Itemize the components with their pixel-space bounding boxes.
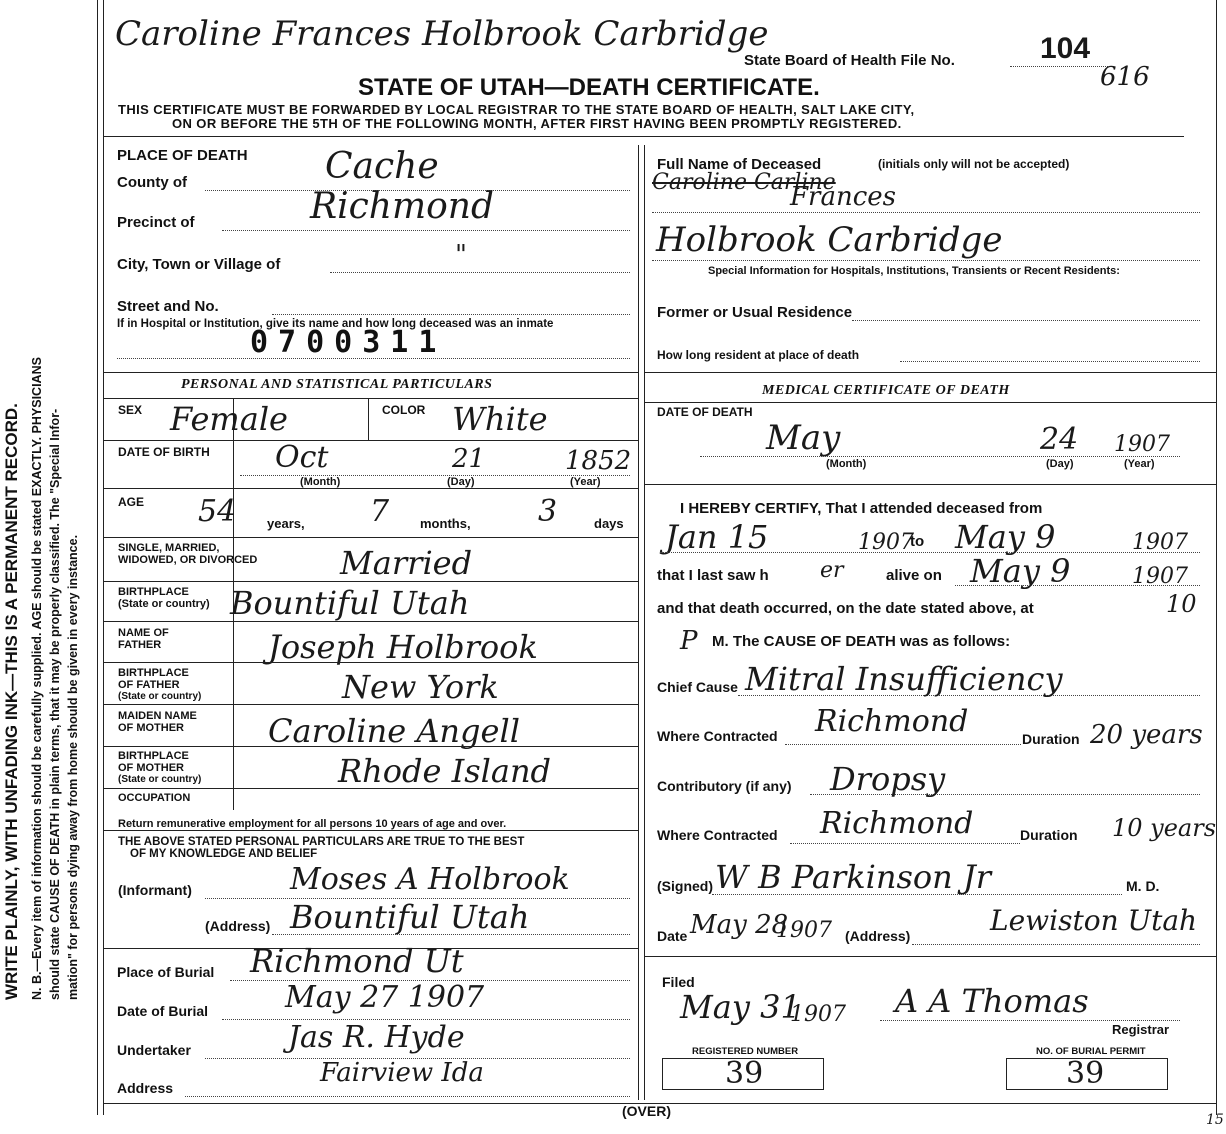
mother-birthplace-label-3: (State or country): [118, 774, 202, 785]
occupation-row-rule: [104, 830, 638, 831]
burial-permit-label: NO. OF BURIAL PERMIT: [1036, 1046, 1146, 1057]
street-label: Street and No.: [117, 298, 219, 315]
mother-row-rule: [104, 746, 638, 747]
precinct-label: Precinct of: [117, 214, 195, 231]
name-line-2: Holbrook Carbridge: [656, 220, 1003, 260]
residence-label: Former or Usual Residence: [657, 304, 853, 321]
occupation-note: Return remunerative employment for all persons 10 years of age and over.: [118, 818, 507, 830]
dod-label: DATE OF DEATH: [657, 405, 753, 419]
mother-birthplace-value: Rhode Island: [338, 752, 552, 790]
md-label: M. D.: [1126, 878, 1160, 894]
over-label: (OVER): [622, 1103, 671, 1119]
personal-heading: PERSONAL AND STATISTICAL PARTICULARS: [181, 377, 493, 392]
notice-line-1: THIS CERTIFICATE MUST BE FORWARDED BY LOCAL REGISTRAR TO THE STATE BOARD OF HEALTH, SALT LAKE CITY,: [118, 102, 915, 117]
age-days: 3: [538, 494, 558, 529]
father-row-rule: [104, 662, 638, 663]
occurred-label: and that death occurred, on the date stated above, at: [657, 600, 1034, 617]
dob-day-caption: (Day): [447, 476, 475, 488]
county-value: Cache: [325, 146, 439, 187]
registrar-label: Registrar: [1112, 1022, 1170, 1037]
birthplace-row-rule: [104, 621, 638, 622]
chief-cause-label: Chief Cause: [657, 679, 738, 695]
dod-line: [700, 456, 1180, 457]
attended-from-year: 1907: [858, 530, 914, 555]
father-birthplace-label-2: OF FATHER: [118, 679, 180, 691]
full-name-note: (initials only will not be accepted): [878, 157, 1070, 171]
notice-line-2: ON OR BEFORE THE 5TH OF THE FOLLOWING MONTH, AFTER FIRST HAVING BEEN PROMPTLY REGISTERED.: [172, 116, 902, 131]
sex-value: Female: [170, 400, 288, 438]
physician-address-value: Lewiston Utah: [990, 904, 1198, 937]
cause-label: M. The CAUSE OF DEATH was as follows:: [712, 633, 1011, 650]
mother-birthplace-label-1: BIRTHPLACE: [118, 750, 189, 762]
registered-number-value: 39: [725, 1056, 764, 1091]
informant-value: Moses A Holbrook: [290, 862, 570, 897]
where-contracted-1-value: Richmond: [815, 704, 969, 739]
file-number-2: 616: [1100, 62, 1150, 92]
city-line: [330, 272, 630, 273]
chief-cause-value: Mitral Insufficiency: [745, 660, 1063, 698]
burial-date-label: Date of Burial: [117, 1003, 209, 1019]
marital-row-rule: [104, 581, 638, 582]
occupation-label: OCCUPATION: [118, 792, 191, 804]
mother-birthplace-row-rule: [104, 788, 638, 789]
residence-line: [852, 320, 1200, 321]
father-birthplace-label-3: (State or country): [118, 691, 202, 702]
am-pm: P: [680, 626, 698, 656]
sex-row-rule: [104, 440, 638, 441]
dod-year: 1907: [1114, 432, 1170, 457]
right-border: [1216, 0, 1217, 1115]
father-label-1: NAME OF: [118, 627, 169, 639]
cert-date-year: 1907: [776, 918, 832, 943]
duration-2-label: Duration: [1020, 827, 1078, 843]
city-value: ": [455, 240, 467, 270]
informant-label: (Informant): [118, 882, 192, 898]
last-saw-year: 1907: [1132, 564, 1188, 589]
left-section-rule: [104, 372, 638, 373]
alive-line: [955, 585, 1200, 586]
medical-heading-rule: [644, 402, 1216, 403]
years-caption: years,: [267, 516, 305, 531]
color-label: COLOR: [382, 403, 426, 417]
hospital-line: [117, 358, 630, 359]
howlong-label: How long resident at place of death: [657, 348, 860, 362]
certify-text: I HEREBY CERTIFY, That I attended deceased from: [680, 500, 1043, 517]
attest-line-2: OF MY KNOWLEDGE AND BELIEF: [130, 848, 318, 860]
birthplace-label-2: (State or country): [118, 598, 210, 610]
dod-day-caption: (Day): [1046, 458, 1074, 470]
duration-1-label: Duration: [1022, 731, 1080, 747]
age-months: 7: [370, 494, 390, 529]
filed-date: May 31: [680, 988, 801, 1026]
to-label: to: [910, 533, 925, 550]
dob-year: 1852: [565, 446, 632, 476]
struck-name: Caroline Carline: [652, 170, 836, 195]
dob-month: Oct: [275, 440, 329, 475]
marital-label-2: WIDOWED, OR DIVORCED: [118, 554, 258, 566]
burial-place-value: Richmond Ut: [250, 942, 464, 980]
attended-to-year: 1907: [1132, 530, 1188, 555]
undertaker-value: Jas R. Hyde: [288, 1020, 465, 1055]
special-info-label: Special Information for Hospitals, Institutions, Transients or Recent Residents:: [708, 265, 1120, 277]
undertaker-address-value: Fairview Ida: [320, 1058, 484, 1088]
physician-address-line: [912, 944, 1200, 945]
where-contracted-1-line: [785, 744, 1021, 745]
dob-row-rule: [104, 488, 638, 489]
file-number: 104: [1040, 32, 1091, 65]
full-name-label: Full Name of Deceased: [657, 156, 822, 173]
where-contracted-2-line: [790, 843, 1020, 844]
color-value: White: [452, 400, 548, 438]
filed-year: 1907: [790, 1002, 846, 1027]
attended-line: [660, 552, 1200, 553]
undertaker-label: Undertaker: [117, 1042, 191, 1058]
alive-on-label: alive on: [886, 567, 942, 584]
street-line: [272, 314, 630, 315]
hospital-label: If in Hospital or Institution, give its name and how long deceased was an inmate: [117, 318, 554, 330]
last-saw-date: May 9: [970, 552, 1071, 590]
mother-birthplace-label-2: OF MOTHER: [118, 762, 184, 774]
name-underline-1: [652, 212, 1200, 213]
days-caption: days: [594, 516, 624, 531]
howlong-line: [900, 361, 1200, 362]
physician-signature: W B Parkinson Jr: [715, 858, 992, 896]
contributory-label: Contributory (if any): [657, 778, 792, 794]
medical-heading: MEDICAL CERTIFICATE OF DEATH: [762, 383, 1010, 398]
father-birthplace-label-1: BIRTHPLACE: [118, 667, 189, 679]
sex-label: SEX: [118, 403, 143, 417]
father-birthplace-value: New York: [342, 668, 499, 706]
dod-row-rule: [644, 484, 1216, 485]
informant-address-label: (Address): [205, 918, 271, 934]
last-saw-her: er: [820, 558, 844, 583]
dob-day: 21: [452, 444, 486, 474]
place-of-death-label: PLACE OF DEATH: [117, 147, 248, 164]
name-underline-2: [652, 260, 1200, 261]
registered-number-label: REGISTERED NUMBER: [692, 1046, 799, 1057]
precinct-line: [222, 230, 630, 231]
burial-date-value: May 27 1907: [285, 980, 485, 1015]
marital-value: Married: [340, 544, 473, 582]
father-birthplace-row-rule: [104, 704, 638, 705]
duration-1-value: 20 years: [1090, 720, 1203, 750]
filed-label: Filed: [662, 974, 695, 990]
dob-month-caption: (Month): [300, 476, 341, 488]
undertaker-address-line: [185, 1096, 630, 1097]
personal-heading-rule: [104, 398, 638, 399]
dod-month: May: [766, 418, 841, 458]
marital-label-1: SINGLE, MARRIED,: [118, 542, 220, 554]
burial-place-label: Place of Burial: [117, 964, 215, 980]
corner-number: 15: [1206, 1112, 1224, 1128]
file-line: [1010, 66, 1110, 67]
city-label: City, Town or Village of: [117, 256, 281, 273]
physician-address-label: (Address): [845, 928, 911, 944]
where-contracted-1-label: Where Contracted: [657, 728, 778, 744]
cert-date-value: May 28: [690, 910, 789, 940]
sidebar-note-line2: should state CAUSE OF DEATH in plain terms, that it may be properly classified. The "Special Infor-: [48, 408, 62, 1000]
age-label: AGE: [118, 495, 145, 509]
where-contracted-2-label: Where Contracted: [657, 827, 778, 843]
sidebar-note-line3: mation" for persons dying away from home should be given in every instance.: [66, 534, 80, 1000]
sex-color-divider: [368, 398, 369, 440]
certificate-title: STATE OF UTAH—DEATH CERTIFICATE.: [358, 74, 820, 101]
dod-year-caption: (Year): [1124, 458, 1155, 470]
informant-address-value: Bountiful Utah: [290, 898, 530, 936]
dod-day: 24: [1040, 422, 1079, 457]
contributory-value: Dropsy: [830, 760, 946, 798]
father-label-2: FATHER: [118, 639, 162, 651]
physician-row-rule: [644, 956, 1216, 957]
county-label: County of: [117, 174, 187, 191]
signed-label: (Signed): [657, 878, 713, 894]
attended-from-date: Jan 15: [665, 518, 769, 556]
age-years: 54: [198, 494, 237, 529]
header-divider: [104, 136, 1184, 137]
age-row-rule: [104, 537, 638, 538]
birthplace-value: Bountiful Utah: [230, 584, 470, 622]
birthplace-label-1: BIRTHPLACE: [118, 586, 189, 598]
name-line-1: Frances: [790, 182, 897, 212]
months-caption: months,: [420, 516, 471, 531]
father-value: Joseph Holbrook: [268, 628, 538, 666]
where-contracted-2-value: Richmond: [820, 806, 974, 841]
cert-date-label: Date: [657, 928, 688, 944]
mother-label-2: OF MOTHER: [118, 722, 184, 734]
dob-label: DATE OF BIRTH: [118, 445, 210, 459]
attended-to-date: May 9: [955, 518, 1056, 556]
left-border: [97, 0, 98, 1115]
right-section-rule: [644, 372, 1216, 373]
registrar-line: [880, 1020, 1180, 1021]
stamp-number: 0700311: [250, 325, 447, 360]
dob-year-caption: (Year): [570, 476, 601, 488]
burial-permit-value: 39: [1066, 1056, 1105, 1091]
file-label: State Board of Health File No.: [744, 52, 955, 69]
registrar-signature: A A Thomas: [895, 982, 1089, 1020]
attest-line-1: THE ABOVE STATED PERSONAL PARTICULARS ARE TRUE TO THE BEST: [118, 836, 525, 848]
duration-2-value: 10 years: [1112, 814, 1217, 842]
undertaker-address-label: Address: [117, 1080, 174, 1096]
mother-label-1: MAIDEN NAME: [118, 710, 197, 722]
mother-value: Caroline Angell: [268, 712, 520, 750]
sidebar-permanent-record: WRITE PLAINLY, WITH UNFADING INK—THIS IS A PERMANENT RECORD.: [2, 403, 21, 1000]
dod-month-caption: (Month): [826, 458, 867, 470]
written-name-header: Caroline Frances Holbrook Carbridge: [115, 14, 769, 54]
center-divider: [638, 145, 639, 1100]
last-saw-label: that I last saw h: [657, 567, 769, 584]
occurred-time: 10: [1166, 590, 1197, 618]
sidebar-note-line1: N. B.—Every item of information should be carefully supplied. AGE should be stated EXACTLY. PHYSICIANS: [30, 357, 44, 1000]
precinct-value: Richmond: [310, 186, 495, 227]
